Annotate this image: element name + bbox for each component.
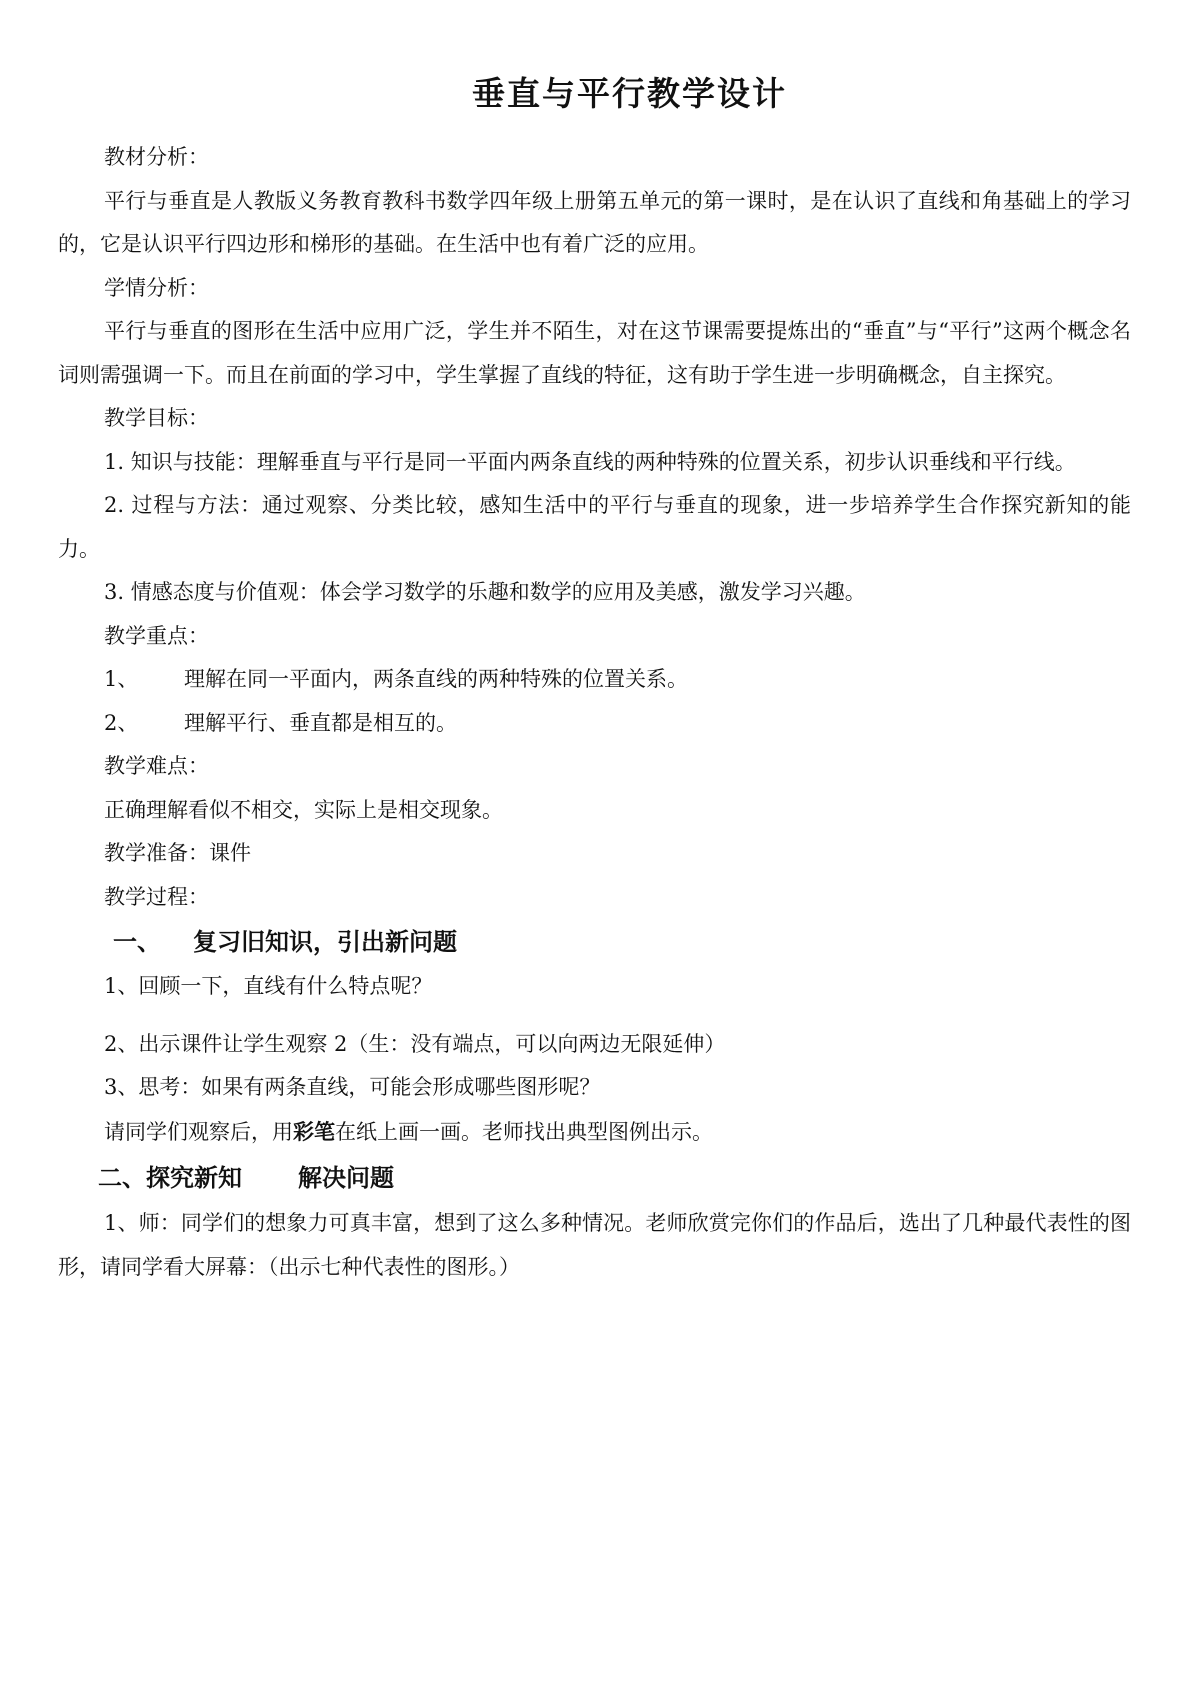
- key-points-heading: 教学重点：: [104, 623, 209, 648]
- material-analysis-heading: 教材分析：: [104, 145, 209, 169]
- key-point-number: 1、: [104, 667, 139, 691]
- section-two-title-a: 二、探究新知: [98, 1164, 242, 1192]
- student-analysis-body: 平行与垂直的图形在生活中应用广泛，学生并不陌生，对在这节课需要提炼出的“垂直”与“平行”这两个概念名词则需强调一下。而且在前面的学习中，学生掌握了直线的特征，这有助于学生进一步明确概念，自主探究。: [58, 319, 1131, 387]
- preparation-line: 教学准备：课件: [104, 841, 251, 865]
- goals-heading: 教学目标：: [104, 406, 209, 430]
- key-point-number: 2、: [104, 710, 139, 735]
- process-heading: 教学过程：: [104, 884, 209, 909]
- material-analysis-body: 平行与垂直是人教版义务教育教科书数学四年级上册第五单元的第一课时，是在认识了直线和角基础上的学习的，它是认识平行四边形和梯形的基础。在生活中也有着广泛的应用。: [58, 188, 1131, 256]
- section-one-number: 一、: [113, 928, 161, 956]
- closing-text-before: 请同学们观察后，用: [104, 1119, 293, 1144]
- section-two-title-b: 解决问题: [298, 1164, 394, 1192]
- goal-item: 2. 过程与方法：通过观察、分类比较，感知生活中的平行与垂直的现象，进一步培养学生合作探究新知的能力。: [58, 493, 1131, 561]
- section-one-item: 3、思考：如果有两条直线，可能会形成哪些图形呢？: [104, 1075, 601, 1099]
- key-point-text: 理解在同一平面内，两条直线的两种特殊的位置关系。: [184, 667, 688, 691]
- section-one-title: 复习旧知识，引出新问题: [193, 928, 457, 956]
- student-analysis-heading: 学情分析：: [104, 275, 209, 300]
- section-two-body: 1、师：同学们的想象力可真丰富，想到了这么多种情况。老师欣赏完你们的作品后，选出了几种最代表性的图形，请同学看大屏幕：（出示七种代表性的图形。）: [58, 1211, 1131, 1279]
- key-point-item: [58, 702, 1131, 746]
- difficulty-body: 正确理解看似不相交，实际上是相交现象。: [104, 797, 503, 822]
- document-title: 垂直与平行教学设计: [472, 74, 787, 113]
- key-point-text: 理解平行、垂直都是相互的。: [184, 710, 457, 735]
- section-one-item: 2、出示课件让学生观察 2（生：没有端点，可以向两边无限延伸）: [104, 1031, 726, 1056]
- key-point-item: [58, 658, 1131, 702]
- difficulty-heading: 教学难点：: [104, 754, 209, 778]
- goal-item: 1. 知识与技能：理解垂直与平行是同一平面内两条直线的两种特殊的位置关系，初步认识垂线和平行线。: [104, 449, 1076, 474]
- section-one-item: 1、回顾一下，直线有什么特点呢？: [104, 974, 433, 998]
- goal-item: 3. 情感态度与价值观：体会学习数学的乐趣和数学的应用及美感，激发学习兴趣。: [104, 580, 866, 604]
- closing-text-after: 在纸上画一画。老师找出典型图例出示。: [335, 1119, 713, 1144]
- section-one-heading: [58, 919, 1131, 965]
- closing-bold-word: 彩笔: [293, 1118, 335, 1144]
- section-two-heading: [58, 1154, 1131, 1202]
- section-one-closing: [58, 1110, 1131, 1155]
